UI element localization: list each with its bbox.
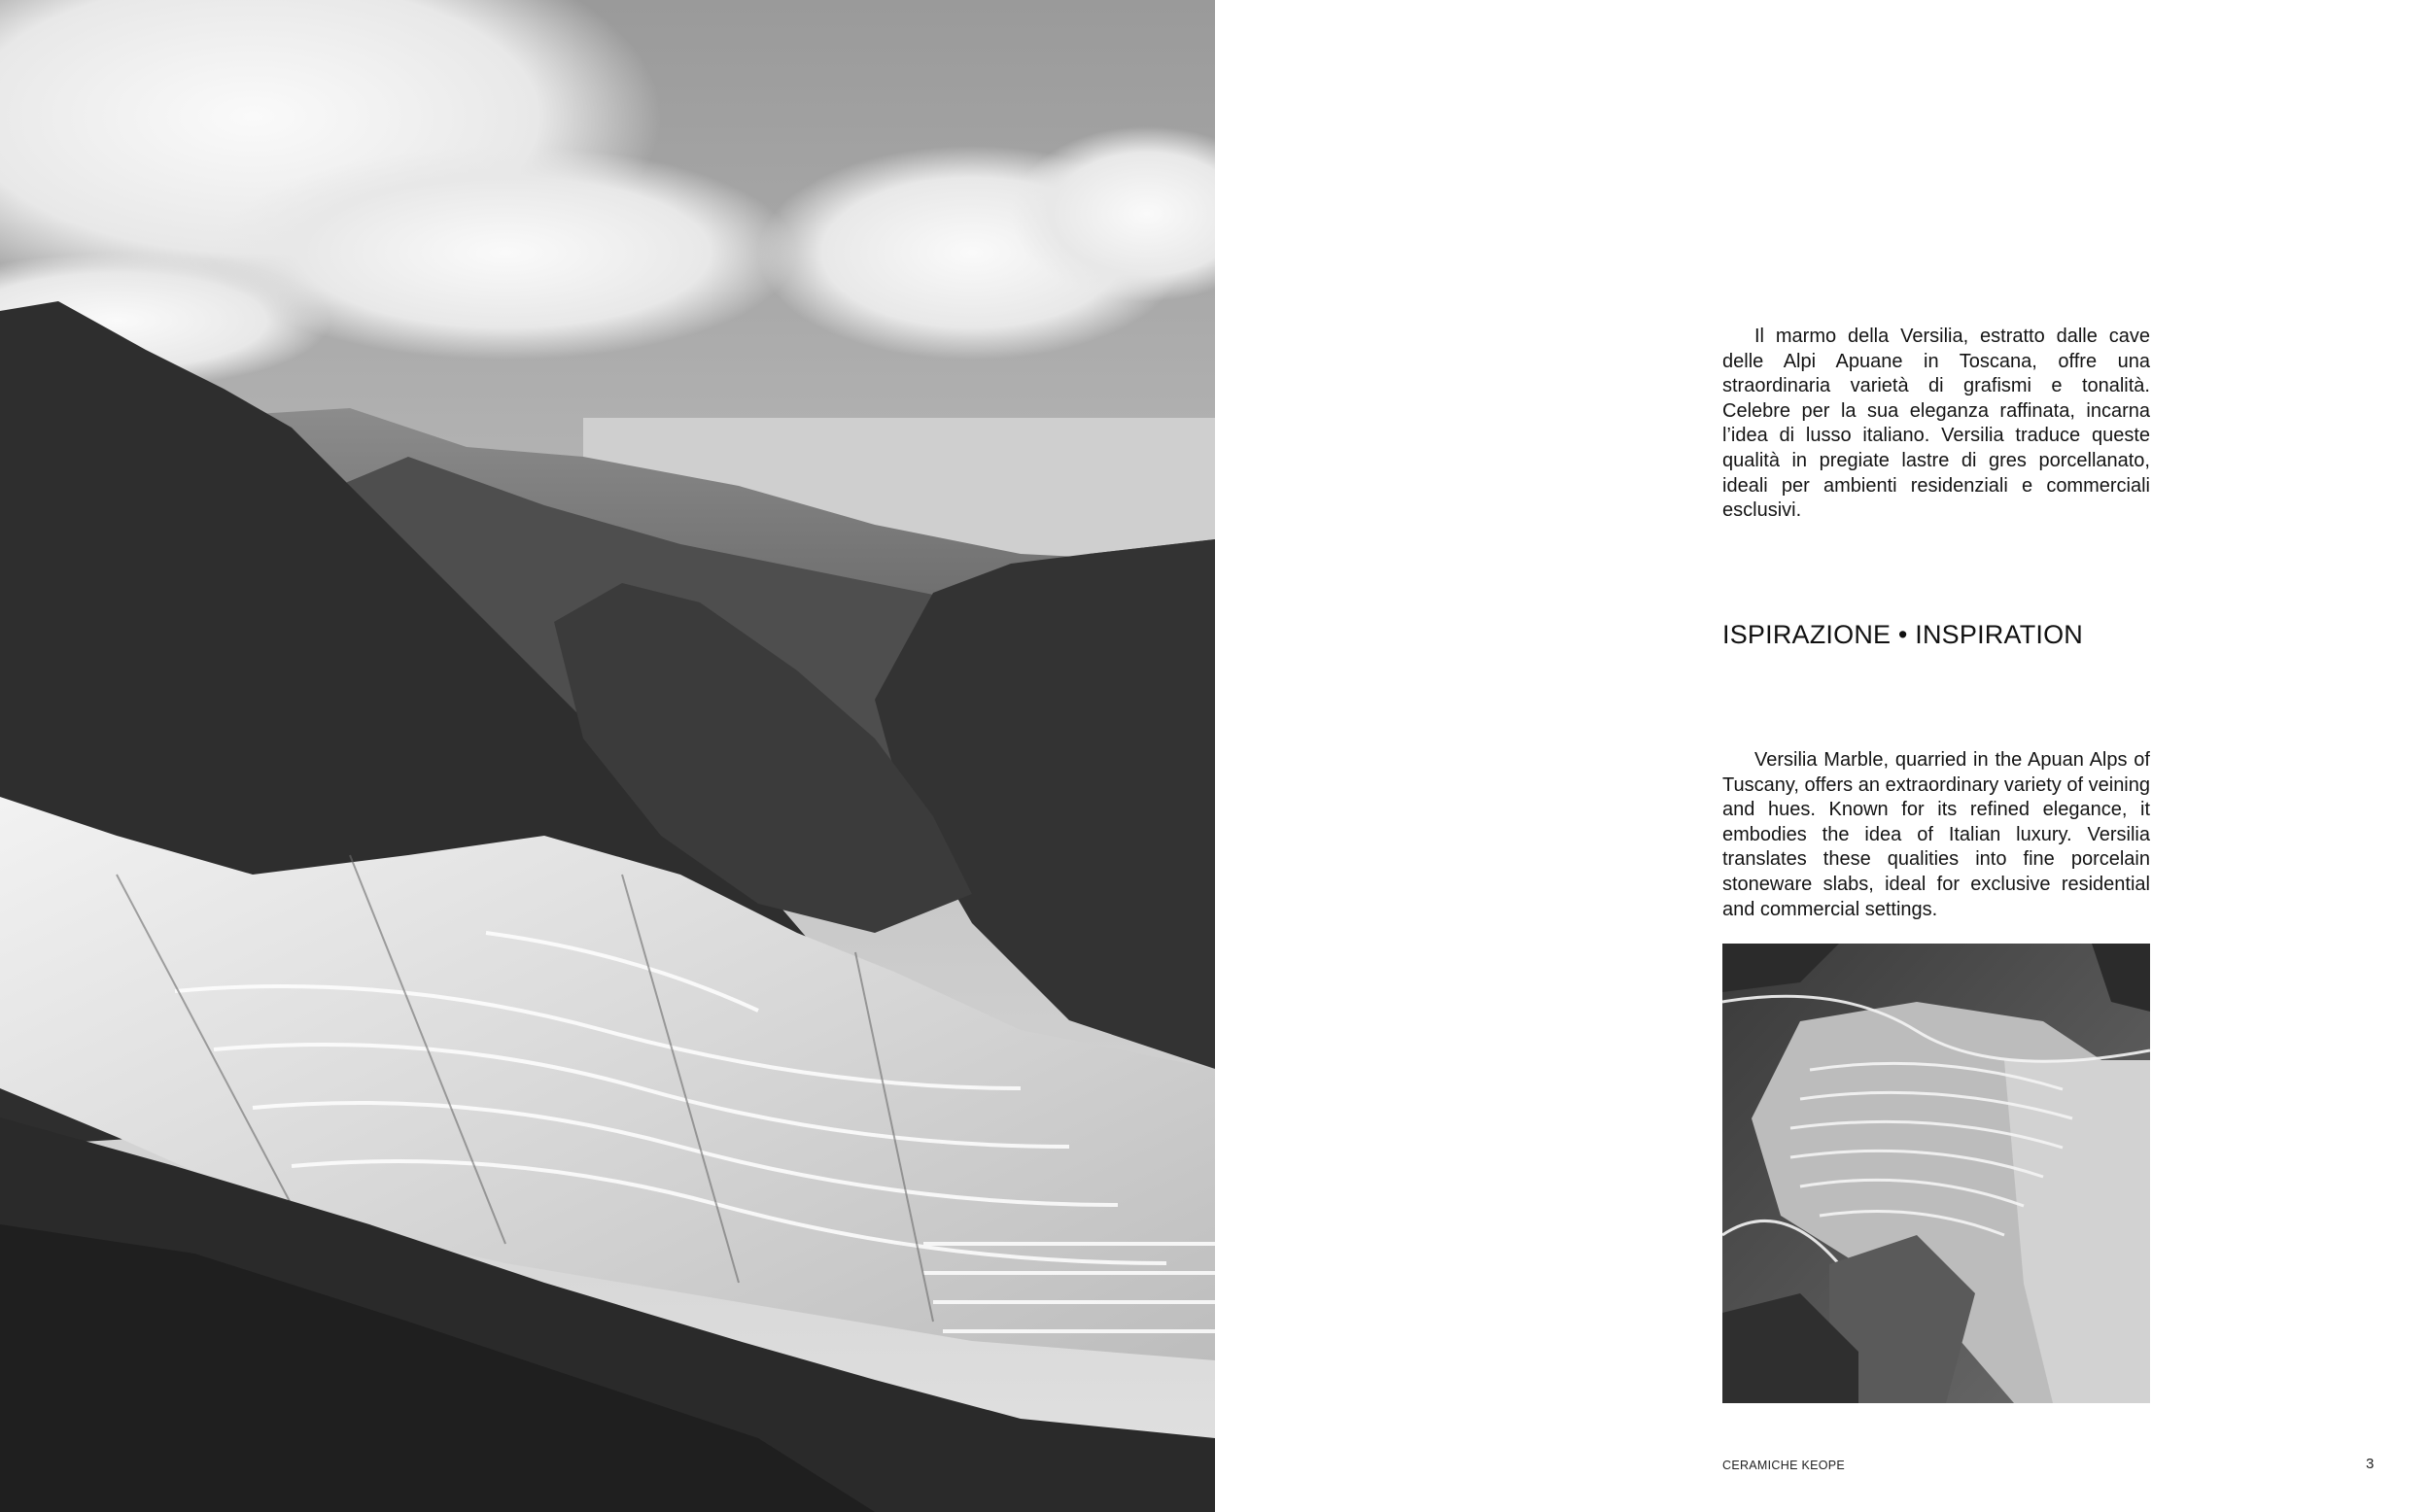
section-heading: ISPIRAZIONE • INSPIRATION bbox=[1722, 620, 2084, 649]
page-number: 3 bbox=[2366, 1456, 2375, 1472]
footer-brand: CERAMICHE KEOPE bbox=[1722, 1459, 1846, 1472]
intro-paragraph-english: Versilia Marble, quarried in the Apuan Alps of Tuscany, offers an extraordinary variety of veining and hues. Known for its refined elegance, it embodies the idea of Italian luxury. Versilia translates these qualities into fine porcelain stoneware slabs, ideal for exclusive residential and commercial settings. bbox=[1722, 749, 2150, 920]
quarry-aerial-photo bbox=[1722, 944, 2150, 1403]
intro-paragraph-italian: Il marmo della Versilia, estratto dalle cave delle Alpi Apuane in Toscana, offre una straordinaria varietà di grafismi e tonalità. Celebre per la sua eleganza raffinata, incarna l’idea di lusso italiano. Versilia traduce queste qualità in pregiate lastre di gres porcellanato, ideali per ambienti residenziali e commerciali esclusivi. bbox=[1722, 326, 2150, 522]
